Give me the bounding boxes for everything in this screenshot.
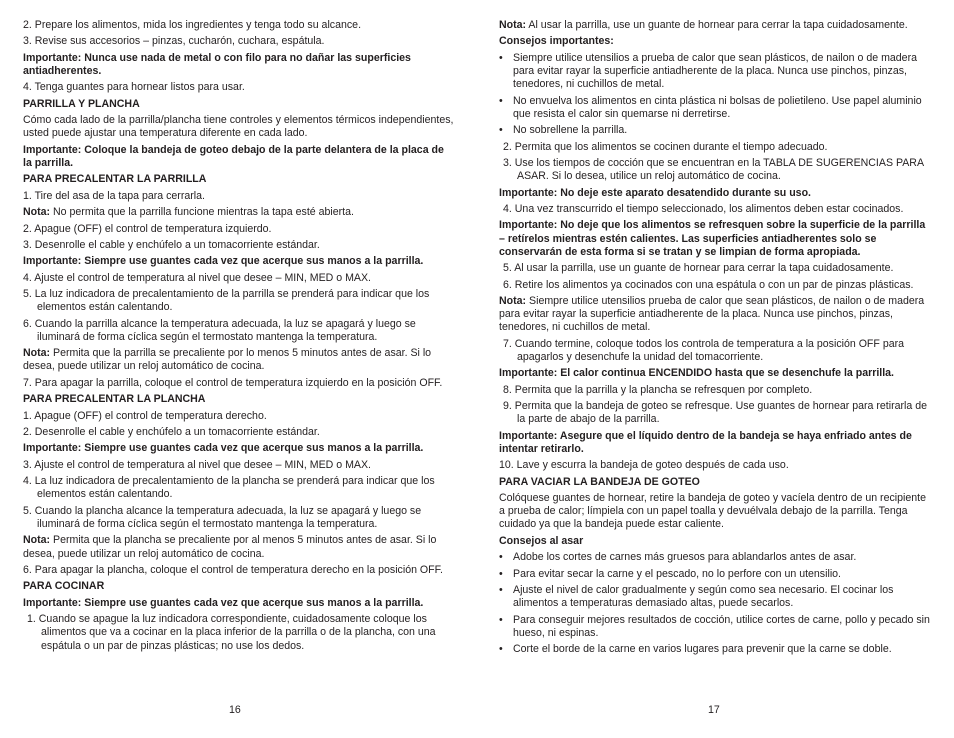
note-label: Importante: Coloque la bandeja de goteo debajo de la parte delantera de la placa de la parrilla.: [23, 143, 444, 169]
note-label: Importante: Siempre use guantes cada vez que acerque sus manos a la parrilla.: [23, 442, 424, 455]
left-page-column: [23, 19, 455, 656]
section-heading: PARRILLA Y PLANCHA: [23, 97, 140, 110]
numbered-step: 2. Apague (OFF) el control de temperatura izquierdo.: [23, 222, 272, 235]
important-note: [23, 52, 455, 78]
important-note: [23, 534, 455, 560]
numbered-step: 8. Permita que la parrilla y la plancha se refresquen por completo.: [503, 383, 813, 396]
numbered-step: 5. Al usar la parrilla, use un guante de hornear para cerrar la tapa cuidadosamente.: [503, 262, 894, 275]
numbered-step: 3. Revise sus accesorios – pinzas, cucharón, cuchara, espátula.: [23, 35, 325, 48]
numbered-step: 6. Cuando la parrilla alcance la temperatura adecuada, la luz se apagará y luego se iluminará de forma cíclica según el termostato mantenga la temperatura.: [23, 317, 416, 343]
numbered-step: 4. Ajuste el control de temperatura al nivel que desee – MIN, MED o MAX.: [23, 271, 372, 284]
paragraph: 6. Para apagar la plancha, coloque el control de temperatura derecho en la posición OFF.: [23, 563, 443, 576]
page-number-left: 16: [229, 704, 241, 716]
numbered-step: 9. Permita que la bandeja de goteo se refresque. Use guantes de hornear para retirarla de la parte de abajo de la parrilla.: [503, 400, 928, 426]
note-label: Nota:: [499, 294, 527, 307]
numbered-step: 5. Cuando la plancha alcance la temperatura adecuada, la luz se apagará y luego se iluminará de forma cíclica según el termostato mantenga la temperatura.: [23, 504, 422, 530]
note-label: Importante: Siempre use guantes cada vez que acerque sus manos a la parrilla.: [23, 596, 424, 609]
bullet-text: No envuelva los alimentos en cinta plástica ni bolsas de polietileno. Use papel aluminio que resista el calor sin quemarse ni derretirse.: [513, 94, 922, 120]
section-heading: PARA PRECALENTAR LA PARRILLA: [23, 173, 207, 186]
bullet-item: [499, 551, 933, 564]
bullet-text: Corte el borde de la carne en varios lugares para prevenir que la carne se doble.: [513, 643, 892, 656]
numbered-step: 6. Retire los alimentos ya cocinados con una espátula o con un par de pinzas plásticas.: [503, 278, 914, 291]
important-note: [23, 347, 455, 373]
numbered-step: 4. Una vez transcurrido el tiempo seleccionado, los alimentos deben estar cocinados.: [503, 202, 904, 215]
note-text: Permita que la parrilla se precaliente por lo menos 5 minutos antes de asar. Si lo desea, puede utilizar un reloj automático de cocina.: [23, 347, 432, 373]
important-note: [23, 206, 455, 219]
bullet-item: [499, 95, 933, 121]
important-note: [23, 255, 455, 268]
section-heading: Consejos al asar: [499, 534, 584, 547]
important-note: [23, 597, 455, 610]
bullet-text: Para evitar secar la carne y el pescado, no lo perfore con un utensilio.: [513, 567, 842, 580]
note-label: Nota:: [23, 206, 51, 219]
important-note: [499, 19, 933, 32]
note-label: Importante: El calor continua ENCENDIDO hasta que se desenchufe la parrilla.: [499, 367, 895, 380]
important-note: [499, 367, 933, 380]
important-note: [499, 295, 933, 335]
bullet-item: [499, 568, 933, 581]
section-heading: PARA VACIAR LA BANDEJA DE GOTEO: [499, 475, 700, 488]
note-label: Nota:: [23, 534, 51, 547]
bullet-icon: •: [499, 51, 503, 64]
paragraph: Cómo cada lado de la parrilla/plancha tiene controles y elementos térmicos independientes, usted puede ajustar una temperatura diferente en cada lado.: [23, 114, 454, 140]
numbered-step: 3. Desenrolle el cable y enchúfelo a un tomacorriente estándar.: [23, 238, 320, 251]
section-heading: Consejos importantes:: [499, 35, 614, 48]
numbered-step: 1. Apague (OFF) el control de temperatura derecho.: [23, 409, 267, 422]
bullet-text: Adobe los cortes de carnes más gruesos para ablandarlos antes de asar.: [513, 551, 857, 564]
note-text: No permita que la parrilla funcione mientras la tapa esté abierta.: [50, 206, 354, 219]
numbered-step: 1. Cuando se apague la luz indicadora correspondiente, cuidadosamente coloque los alimentos que va a cocinar en la placa inferior de la parrilla o de la plancha, con una espátula o un par de pinzas plásticas; no use los dedos.: [27, 613, 436, 652]
right-page-column: [499, 19, 933, 660]
numbered-step: 2. Prepare los alimentos, mida los ingredientes y tenga todo su alcance.: [23, 19, 362, 31]
bullet-item: [499, 614, 933, 640]
note-label: Importante: No deje este aparato desatendido durante su uso.: [499, 186, 811, 199]
numbered-step: 1. Tire del asa de la tapa para cerrarla.: [23, 189, 205, 202]
note-text: Permita que la plancha se precaliente por al menos 5 minutos antes de asar. Si lo desea, puede utilizar un reloj automático de cocina.: [23, 534, 437, 560]
important-note: [23, 144, 455, 170]
note-text: Al usar la parrilla, use un guante de hornear para cerrar la tapa cuidadosamente.: [526, 19, 908, 31]
bullet-item: [499, 584, 933, 610]
numbered-step: 2. Permita que los alimentos se cocinen durante el tiempo adecuado.: [503, 140, 828, 153]
bullet-text: No sobrellene la parrilla.: [513, 124, 628, 137]
bullet-text: Para conseguir mejores resultados de cocción, utilice cortes de carne, pollo y pecado sin hueso, ni espinas.: [513, 613, 930, 639]
bullet-icon: •: [499, 584, 503, 597]
numbered-step: 7. Cuando termine, coloque todos los controla de temperatura a la posición OFF para apagarlos y desenchufe la unidad del tomacorriente.: [503, 337, 905, 363]
bullet-icon: •: [499, 613, 503, 626]
important-note: [23, 442, 455, 455]
numbered-step: 3. Ajuste el control de temperatura al nivel que desee – MIN, MED o MAX.: [23, 458, 372, 471]
bullet-icon: •: [499, 551, 503, 564]
numbered-step: 7. Para apagar la parrilla, coloque el control de temperatura izquierdo en la posición OFF.: [23, 376, 443, 389]
bullet-item: [499, 52, 933, 92]
bullet-icon: •: [499, 567, 503, 580]
bullet-item: [499, 643, 933, 656]
bullet-icon: •: [499, 94, 503, 107]
bullet-icon: •: [499, 124, 503, 137]
important-note: [499, 187, 933, 200]
page-number-right: 17: [708, 704, 720, 716]
note-label: Nota:: [499, 19, 527, 31]
important-note: [499, 430, 933, 456]
numbered-step: 2. Desenrolle el cable y enchúfelo a un tomacorriente estándar.: [23, 426, 320, 439]
paragraph: 10. Lave y escurra la bandeja de goteo después de cada uso.: [499, 459, 789, 472]
paragraph: Colóquese guantes de hornear, retire la bandeja de goteo y vacíela dentro de un recipiente a prueba de calor; límpiela con un papel toalla y devuélvala debajo de la parrilla. Tenga cuidado ya que la bandeja puede estar caliente.: [499, 492, 926, 531]
note-label: Importante: Siempre use guantes cada vez que acerque sus manos a la parrilla.: [23, 255, 424, 268]
note-label: Importante: Nunca use nada de metal o con filo para no dañar las superficies antiadherentes.: [23, 51, 411, 77]
section-heading: PARA COCINAR: [23, 580, 105, 593]
numbered-step: 4. La luz indicadora de precalentamiento de la plancha se prenderá para indicar que los elementos están calentando.: [23, 475, 435, 501]
note-label: Importante: No deje que los alimentos se refresquen sobre la superficie de la parrilla – retírelos mientras estén calientes. Las superficies antiadherentes solo se conservarán de esta forma si se tratan y se limpian de forma apropiada.: [499, 219, 926, 258]
numbered-step: 3. Use los tiempos de cocción que se encuentran en la TABLA DE SUGERENCIAS PARA ASAR. Si lo desea, utilice un reloj automático de cocina.: [503, 156, 924, 183]
important-note: [499, 219, 933, 259]
section-heading: PARA PRECALENTAR LA PLANCHA: [23, 393, 206, 406]
bullet-text: Siempre utilice utensilios a prueba de calor que sean plásticos, de nailon o de madera para evitar rayar la superficie antiadherente de la placa. Nunca use pinchos, pinzas, tenedores, ni cuchillos de metal.: [513, 51, 917, 91]
numbered-step: 4. Tenga guantes para hornear listos para usar.: [23, 81, 245, 94]
numbered-step: 5. La luz indicadora de precalentamiento de la parrilla se prenderá para indicar que los elementos están calentando.: [23, 288, 430, 314]
bullet-icon: •: [499, 643, 503, 656]
bullet-item: [499, 124, 933, 137]
note-label: Importante: Asegure que el líquido dentro de la bandeja se haya enfriado antes de intentar retirarlo.: [499, 429, 912, 455]
bullet-text: Ajuste el nivel de calor gradualmente y según como sea necesario. El cocinar los alimentos a temperaturas demasiado altas, puede secarlos.: [513, 584, 894, 610]
note-text: Siempre utilice utensilios prueba de calor que sean plásticos, de nailon o de madera para evitar rayar la superficie antiadherente de la placa. Nunca use pinchos, pinzas, tenedores, ni cuchillos de metal.: [499, 294, 925, 334]
note-label: Nota:: [23, 347, 51, 360]
